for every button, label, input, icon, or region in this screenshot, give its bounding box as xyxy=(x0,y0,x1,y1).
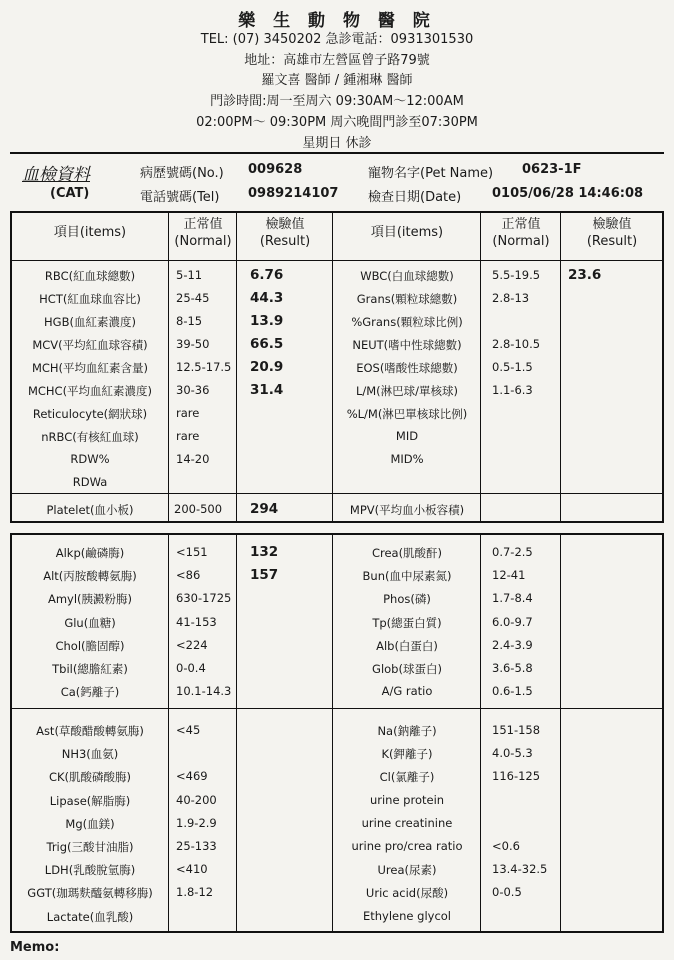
col-normal-left-1: 正常值 xyxy=(183,217,223,232)
cbc_right-result: 23.6 xyxy=(568,267,602,283)
chem2_right-name: K(鉀離子) xyxy=(381,747,433,762)
cbc_right-name: %Grans(顆粒球比例) xyxy=(351,315,463,329)
col-normal-right-1: 正常值 xyxy=(501,217,541,232)
chem1_right-normal: 12-41 xyxy=(492,568,526,583)
cbc_left-name: RDW% xyxy=(70,452,110,466)
cbc_left-result: 6.76 xyxy=(250,267,284,283)
hospital-hours-3: 星期日 休診 xyxy=(302,136,372,151)
chem1_right-name: Phos(磷) xyxy=(383,592,431,607)
record-label: 病歷號碼(No.) xyxy=(140,166,224,181)
cbc_left-name: nRBC(有核紅血球) xyxy=(41,430,139,444)
memo-label: Memo: xyxy=(10,940,60,955)
chem1_right-name: Glob(球蛋白) xyxy=(372,662,442,676)
cbc_left-name: MCV(平均紅血球容積) xyxy=(32,338,148,352)
cbc_right-normal: 0.5-1.5 xyxy=(492,360,533,374)
chem2_left-normal: <469 xyxy=(176,769,208,784)
chem2_right-normal: 4.0-5.3 xyxy=(492,746,533,761)
cbc_left-normal: 8-15 xyxy=(176,314,203,328)
chem1_left-name: Alkp(鹼磷脢) xyxy=(55,546,125,560)
chem1_right-name: Alb(白蛋白) xyxy=(376,638,438,653)
cbc_left-normal: 25-45 xyxy=(176,291,210,305)
exam-date: 0105/06/28 14:46:08 xyxy=(492,186,644,201)
chem1_right-normal: 3.6-5.8 xyxy=(492,661,533,675)
chem2_left-normal: 1.9-2.9 xyxy=(176,815,217,830)
cbc_right-name: WBC(白血球總數) xyxy=(360,269,454,283)
chem1_right-normal: 2.4-3.9 xyxy=(492,637,533,652)
chem1_left-normal: <224 xyxy=(176,637,208,652)
cbc_left-normal: 12.5-17.5 xyxy=(176,360,232,374)
platelet-result: 294 xyxy=(250,501,279,517)
chem1_right-normal: 0.7-2.5 xyxy=(492,545,533,559)
platelet-normal: 200-500 xyxy=(174,502,223,516)
cbc_right-name: L/M(淋巴球/單核球) xyxy=(355,384,459,398)
cbc_left-normal: 14-20 xyxy=(176,452,210,466)
chem2_right-name: urine protein xyxy=(369,792,445,807)
chem1_left-normal: 41-153 xyxy=(176,614,217,629)
chem1_right-name: Bun(血中尿素氮) xyxy=(362,569,452,584)
cbc_left-name: Reticulocyte(網狀球) xyxy=(32,407,148,421)
col-result-left-2: (Result) xyxy=(259,234,311,249)
chem2_right-name: Urea(尿素) xyxy=(377,863,437,878)
cbc_left-name: HGB(血紅素濃度) xyxy=(44,315,136,329)
chem2_right-name: urine pro/crea ratio xyxy=(351,839,463,853)
mpv-name: MPV(平均血小板容積) xyxy=(349,503,465,517)
chemistry-table xyxy=(10,533,664,933)
cbc_left-result: 66.5 xyxy=(250,336,284,352)
cbc_right-name: EOS(嗜酸性球總數) xyxy=(356,361,458,375)
chem1_left-name: Alt(丙胺酸轉氨脢) xyxy=(43,569,137,584)
cbc_left-result: 44.3 xyxy=(250,290,284,306)
col-normal-right-2: (Normal) xyxy=(492,234,550,249)
cbc_left-normal: rare xyxy=(176,429,200,443)
cbc-table xyxy=(10,211,664,523)
cbc_left-name: RBC(紅血球總數) xyxy=(44,269,136,283)
cbc_left-name: RDWa xyxy=(72,475,108,489)
hospital-doctors: 羅文喜 醫師 / 鍾湘琳 醫師 xyxy=(261,73,413,88)
phone-number: 0989214107 xyxy=(248,186,339,201)
phone-label: 電話號碼(Tel) xyxy=(140,190,220,205)
chem2_left-normal: 1.8-12 xyxy=(176,885,214,900)
cbc_right-normal: 2.8-13 xyxy=(492,291,530,305)
cbc_left-result: 13.9 xyxy=(250,313,284,329)
chem2_right-normal: 13.4-32.5 xyxy=(492,862,548,877)
chem1_left-normal: <151 xyxy=(176,545,208,559)
cbc_right-normal: 5.5-19.5 xyxy=(492,268,541,282)
cbc_right-name: MID% xyxy=(390,452,424,466)
cbc_right-normal: 2.8-10.5 xyxy=(492,337,541,351)
chem1_right-normal: 0.6-1.5 xyxy=(492,684,533,699)
chem2_left-normal: 40-200 xyxy=(176,792,217,807)
chem1_left-name: Glu(血糖) xyxy=(64,615,116,630)
chem1_right-normal: 1.7-8.4 xyxy=(492,591,533,606)
chem2_left-name: Lactate(血乳酸) xyxy=(46,909,134,924)
chem1_left-name: Tbil(總膽紅素) xyxy=(52,662,128,676)
cbc_right-name: MID xyxy=(395,429,419,443)
chem2_left-normal: 25-133 xyxy=(176,839,217,853)
hospital-hours-2: 02:00PM～ 09:30PM 周六晚間門診至07:30PM xyxy=(196,115,478,130)
chem1_left-normal: 10.1-14.3 xyxy=(176,684,232,699)
cbc_left-result: 20.9 xyxy=(250,359,284,375)
hospital-address: 地址：高雄市左營區曾子路79號 xyxy=(244,53,430,68)
chem2_right-normal: 116-125 xyxy=(492,769,541,784)
chem1_right-name: Tp(總蛋白質) xyxy=(372,615,442,630)
chem1_left-normal: 630-1725 xyxy=(176,591,232,606)
col-normal-left-2: (Normal) xyxy=(174,234,232,249)
cbc_left-name: HCT(紅血球血容比) xyxy=(39,292,141,306)
chem2_left-name: GGT(珈瑪麩醯氨轉移脢) xyxy=(27,886,153,901)
chem2_left-name: Lipase(解脂脢) xyxy=(49,793,131,808)
cbc_right-name: NEUT(嗜中性球總數) xyxy=(352,338,462,352)
col-result-left-1: 檢驗值 xyxy=(265,217,305,232)
chem1_right-name: Crea(肌酸酐) xyxy=(371,546,443,560)
chem2_left-name: NH3(血氨) xyxy=(61,747,119,762)
chem2_left-normal: <45 xyxy=(176,723,201,737)
cbc_right-normal: 1.1-6.3 xyxy=(492,383,533,397)
chem1_left-name: Ca(鈣離子) xyxy=(60,685,120,700)
chem1_right-name: A/G ratio xyxy=(381,684,433,699)
header-divider xyxy=(10,152,664,154)
species: (CAT) xyxy=(50,186,90,201)
chem1_left-normal: <86 xyxy=(176,568,201,583)
platelet-name: Platelet(血小板) xyxy=(46,503,134,517)
cbc_left-normal: 39-50 xyxy=(176,337,210,351)
chem1_left-result: 157 xyxy=(250,567,279,584)
chem2_right-name: Uric acid(尿酸) xyxy=(365,886,449,901)
chem2_left-name: LDH(乳酸脫氫脢) xyxy=(44,863,136,878)
chem2_right-name: Ethylene glycol xyxy=(362,908,451,923)
hospital-hours-1: 門診時間:周一至周六 09:30AM～12:00AM xyxy=(210,94,464,109)
cbc_right-name: %L/M(淋巴單核球比例) xyxy=(346,407,468,421)
cbc_left-name: MCH(平均血紅素含量) xyxy=(31,361,149,375)
chem2_right-normal: <0.6 xyxy=(492,839,520,853)
col-result-right-1: 檢驗值 xyxy=(592,217,632,232)
cbc_left-name: MCHC(平均血紅素濃度) xyxy=(27,384,153,398)
record-number: 009628 xyxy=(248,162,303,177)
cbc_left-normal: 30-36 xyxy=(176,383,210,397)
chem2_left-name: CK(肌酸磷酸脢) xyxy=(48,770,132,785)
chem2_left-normal: <410 xyxy=(176,862,208,877)
chem2_right-name: urine creatinine xyxy=(361,815,453,830)
chem2_right-name: Cl(氯離子) xyxy=(379,770,435,785)
pet-name-label: 寵物名字(Pet Name) xyxy=(368,166,494,181)
cbc_left-normal: 5-11 xyxy=(176,268,203,282)
cbc_right-name: Grans(顆粒球總數) xyxy=(356,292,458,306)
pet-name: 0623-1F xyxy=(522,162,582,177)
cbc_left-normal: rare xyxy=(176,406,200,420)
col-result-right-2: (Result) xyxy=(586,234,638,249)
chem2_left-name: Trig(三酸甘油脂) xyxy=(46,840,134,854)
hospital-tel: TEL: (07) 3450202 急診電話：0931301530 xyxy=(200,32,474,47)
chem1_left-normal: 0-0.4 xyxy=(176,661,206,675)
report-title: 血檢資料 xyxy=(22,165,90,185)
chem2_right-name: Na(鈉離子) xyxy=(377,724,437,738)
chem1_left-name: Amyl(胰澱粉脢) xyxy=(47,592,133,607)
col-items-right: 項目(items) xyxy=(370,225,444,240)
chem1_right-normal: 6.0-9.7 xyxy=(492,614,533,629)
cbc_left-result: 31.4 xyxy=(250,382,284,398)
col-items-left: 項目(items) xyxy=(53,225,127,240)
date-label: 檢查日期(Date) xyxy=(368,190,462,205)
chem1_left-name: Chol(膽固醇) xyxy=(55,638,125,653)
hospital-name: 樂 生 動 物 醫 院 xyxy=(238,11,436,31)
chem1_left-result: 132 xyxy=(250,544,279,560)
chem2_right-normal: 0-0.5 xyxy=(492,885,522,900)
chem2_left-name: Mg(血鎂) xyxy=(65,816,115,831)
chem2_left-name: Ast(草酸醋酸轉氨脢) xyxy=(36,724,144,738)
chem2_right-normal: 151-158 xyxy=(492,723,541,737)
